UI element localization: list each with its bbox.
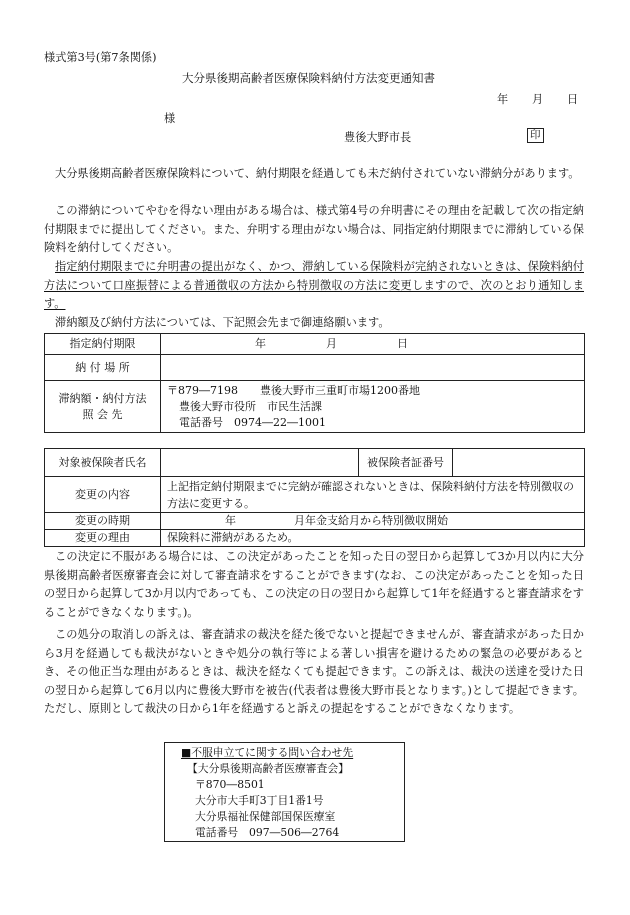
- timing-rest: 月年金支給月から特別徴収開始: [294, 514, 448, 527]
- place-label: 納 付 場 所: [45, 355, 161, 381]
- change-table: [44, 448, 585, 547]
- deadline-month: 月: [326, 337, 337, 350]
- deadline-day: 日: [397, 337, 408, 350]
- payment-table: [44, 333, 585, 433]
- seal-mark: [527, 128, 544, 143]
- inquiry-value: [161, 381, 585, 433]
- reason-label: 変更の理由: [45, 530, 161, 547]
- deadline-value: [161, 334, 585, 355]
- paragraph-lawsuit: この処分の取消しの訴えは、審査請求の裁決を経た後でないと提起できませんが、審査請求があった日から3月を経過しても裁決がないときや処分の執行等による著しい損害を避けるための緊急の必要があるとき、その他正当な理由があるときは、裁決を経なくても提起できます。この訴えは、裁決の送達を受けた日の翌日から起算して6月以内に豊後大野市を被告(代表者は豊後大野市長となります。)として提起できます。ただし、原則として裁決の日から1年を経過すると訴えの提起をすることができなくなります。: [44, 628, 584, 715]
- timing-row: [45, 513, 585, 530]
- inquiry-row: [45, 381, 585, 433]
- inquiry-address: 〒879―7198 豊後大野市三重町市場1200番地: [167, 383, 420, 397]
- place-row: [45, 355, 585, 381]
- paragraph-arrears: 大分県後期高齢者医療保険料について、納付期限を経過しても未だ納付されていない滞納分があります。: [55, 167, 580, 180]
- inquiry-office: 豊後大野市役所 市民生活課: [179, 399, 322, 413]
- timing-label: 変更の時期: [45, 513, 161, 530]
- paragraph-appeal: この決定に不服がある場合には、この決定があったことを知った日の翌日から起算して3か月以内に大分県後期高齢者医療審査会に対して審査請求をすることができます(なお、この決定があったことを知った日の翌日から起算して3か月以内であっても、この決定の日の翌日から起算して1年を経過すると審査請求をすることができなくなります。)。: [44, 550, 584, 619]
- document-title: 大分県後期高齢者医療保険料納付方法変更通知書: [182, 71, 435, 85]
- seal-label: 印: [527, 128, 544, 143]
- paragraph-notice: 指定納付期限までに弁明書の提出がなく、かつ、滞納している保険料が完納されないときは、保険料納付方法について口座振替による普通徴収の方法から特別徴収の方法に変更しますので、次のとおり通知します。: [44, 260, 584, 310]
- name-value: [161, 449, 359, 477]
- date-day: 日: [567, 93, 579, 106]
- content-label: 変更の内容: [45, 477, 161, 513]
- deadline-year: 年: [255, 337, 266, 350]
- inquiry-phone: 電話番号 0974―22―1001: [179, 415, 326, 429]
- contact-heading: ■不服申立てに関する問い合わせ先: [181, 746, 354, 759]
- date-year: 年: [497, 93, 509, 106]
- reason-row: [45, 530, 585, 547]
- name-label: 対象被保険者氏名: [45, 449, 161, 477]
- sender-name: 豊後大野市長: [344, 131, 412, 144]
- place-value: [161, 355, 585, 381]
- addressee-suffix: 様: [164, 112, 176, 125]
- timing-value: [161, 513, 585, 530]
- deadline-row: [45, 334, 585, 355]
- contact-department: 大分県福祉保健部国保医療室: [195, 810, 336, 823]
- contact-postal: 〒870―8501: [195, 778, 265, 791]
- timing-year: 年: [225, 514, 236, 527]
- contact-phone: 電話番号 097―506―2764: [195, 826, 340, 839]
- content-row: [45, 477, 585, 513]
- contact-address: 大分市大手町3丁目1番1号: [195, 794, 324, 807]
- date-month: 月: [532, 93, 544, 106]
- paragraph-contact: 滞納額及び納付方法については、下記照会先まで御連絡願います。: [55, 316, 390, 329]
- name-row: [45, 449, 585, 477]
- paragraph-explanation: この滞納についてやむを得ない理由がある場合は、様式第4号の弁明書にその理由を記載して次の指定納付期限までに提出してください。また、弁明する理由がない場合は、同指定納付期限までに滞納している保険料を納付してください。: [44, 204, 584, 254]
- form-number: 様式第3号(第7条関係): [44, 51, 157, 64]
- deadline-label: 指定納付期限: [45, 334, 161, 355]
- inquiry-label: [45, 381, 161, 433]
- contact-organization: 【大分県後期高齢者医療審査会】: [187, 762, 349, 775]
- insured-number-label: 被保険者証番号: [359, 449, 453, 477]
- content-value: 上記指定納付期限までに完納が確認されないときは、保険料納付方法を特別徴収の方法に変更する。: [161, 477, 585, 513]
- inquiry-label-line1: 滞納額・納付方法: [58, 391, 147, 405]
- insured-number-value: [453, 449, 585, 477]
- reason-value: 保険料に滞納があるため。: [161, 530, 585, 547]
- contact-box: [164, 742, 405, 842]
- inquiry-label-line2: 照 会 先: [82, 407, 123, 421]
